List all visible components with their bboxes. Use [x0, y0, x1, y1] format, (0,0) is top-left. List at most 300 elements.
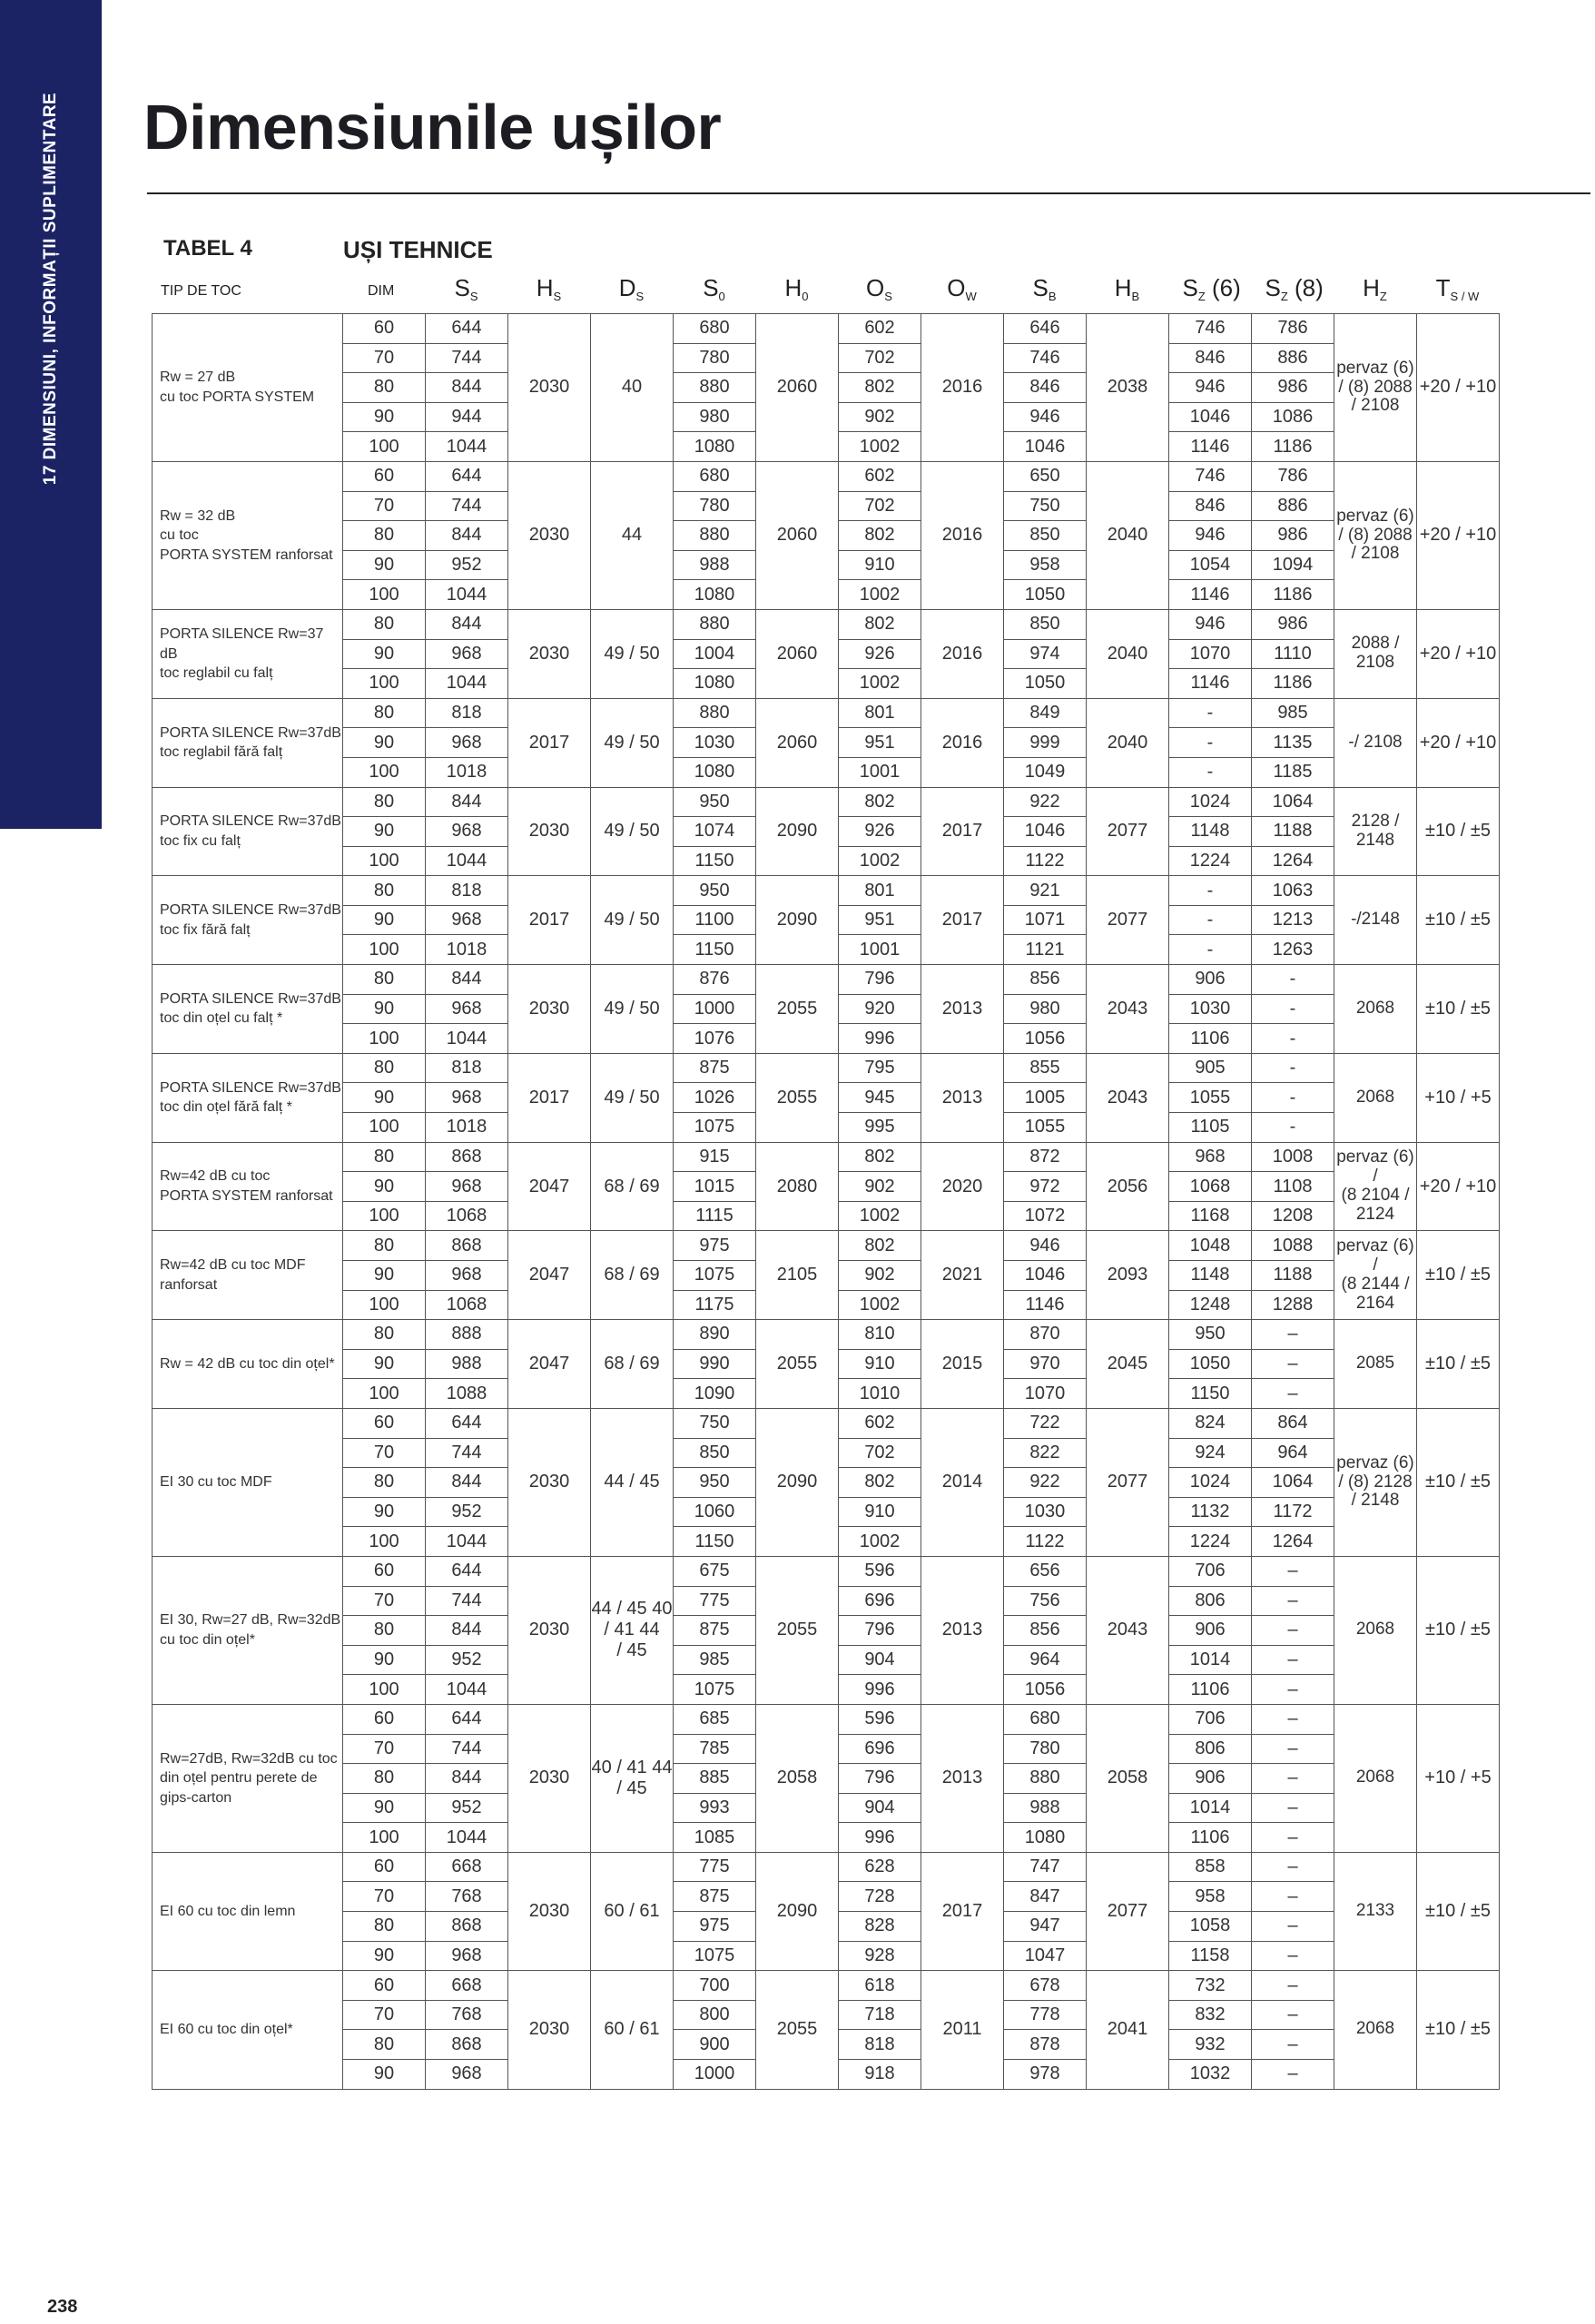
- dim-cell: 60: [343, 461, 426, 491]
- os-cell: 1002: [839, 846, 921, 876]
- ow-cell: 2016: [921, 314, 1004, 462]
- dim-cell: 70: [343, 1438, 426, 1468]
- ow-cell: 2017: [921, 876, 1004, 965]
- sz8-cell: 1108: [1252, 1172, 1334, 1202]
- os-cell: 702: [839, 343, 921, 373]
- s0-cell: 750: [674, 1408, 756, 1438]
- sz6-cell: 958: [1169, 1882, 1252, 1912]
- tsw-cell: ±10 / ±5: [1417, 965, 1500, 1054]
- s0-cell: 875: [674, 1053, 756, 1083]
- ss-cell: 1068: [426, 1290, 508, 1320]
- os-cell: 602: [839, 314, 921, 344]
- ss-cell: 1044: [426, 432, 508, 462]
- ss-cell: 1068: [426, 1201, 508, 1231]
- ss-cell: 968: [426, 2060, 508, 2090]
- sz8-cell: 886: [1252, 343, 1334, 373]
- ds-cell: 44: [591, 461, 674, 609]
- sz8-cell: -: [1252, 1083, 1334, 1113]
- frame-type-cell: EI 60 cu toc din lemn: [153, 1852, 343, 1970]
- table-row: [153, 1053, 1500, 1083]
- ss-cell: 1018: [426, 1113, 508, 1143]
- tsw-cell: +20 / +10: [1417, 609, 1500, 698]
- sz8-cell: 985: [1252, 698, 1334, 728]
- sb-cell: 1047: [1004, 1941, 1087, 1971]
- os-cell: 628: [839, 1852, 921, 1882]
- ow-cell: 2021: [921, 1231, 1004, 1320]
- sb-cell: 974: [1004, 639, 1087, 669]
- ow-cell: 2020: [921, 1142, 1004, 1231]
- dim-cell: 90: [343, 994, 426, 1024]
- ss-cell: 968: [426, 1261, 508, 1291]
- os-cell: 951: [839, 905, 921, 935]
- s0-cell: 1100: [674, 905, 756, 935]
- s0-cell: 988: [674, 550, 756, 580]
- dim-cell: 100: [343, 1675, 426, 1705]
- h0-cell: 2080: [756, 1142, 839, 1231]
- sb-cell: 1121: [1004, 935, 1087, 965]
- s0-cell: 1075: [674, 1261, 756, 1291]
- ss-cell: 888: [426, 1320, 508, 1350]
- sz8-cell: 964: [1252, 1438, 1334, 1468]
- sz8-cell: -: [1252, 965, 1334, 995]
- sz8-cell: 1064: [1252, 787, 1334, 817]
- sb-cell: 855: [1004, 1053, 1087, 1083]
- os-cell: 1002: [839, 1201, 921, 1231]
- ds-cell: 49 / 50: [591, 609, 674, 698]
- dim-cell: 100: [343, 1527, 426, 1557]
- frame-type-cell: PORTA SILENCE Rw=37dB toc reglabil fără falț: [153, 698, 343, 787]
- sz6-cell: 946: [1169, 373, 1252, 403]
- s0-cell: 975: [674, 1231, 756, 1261]
- ow-cell: 2013: [921, 965, 1004, 1054]
- os-cell: 926: [839, 817, 921, 847]
- sz6-cell: 1148: [1169, 1261, 1252, 1291]
- os-cell: 802: [839, 787, 921, 817]
- ow-cell: 2017: [921, 1852, 1004, 1970]
- dim-cell: 80: [343, 1320, 426, 1350]
- sb-cell: 678: [1004, 1971, 1087, 2001]
- sz6-cell: 732: [1169, 1971, 1252, 2001]
- sb-cell: 921: [1004, 876, 1087, 906]
- tsw-cell: +20 / +10: [1417, 698, 1500, 787]
- frame-type-cell: PORTA SILENCE Rw=37dB toc fix fără falț: [153, 876, 343, 965]
- s0-cell: 700: [674, 1971, 756, 2001]
- ow-cell: 2014: [921, 1408, 1004, 1556]
- frame-type-cell: PORTA SILENCE Rw=37dB toc fix cu falț: [153, 787, 343, 876]
- os-cell: 996: [839, 1823, 921, 1853]
- os-cell: 902: [839, 1172, 921, 1202]
- sb-cell: 946: [1004, 1231, 1087, 1261]
- sz8-cell: –: [1252, 1379, 1334, 1409]
- os-cell: 996: [839, 1675, 921, 1705]
- os-cell: 996: [839, 1024, 921, 1054]
- ss-cell: 1044: [426, 1675, 508, 1705]
- hb-cell: 2077: [1087, 1408, 1169, 1556]
- ow-cell: 2015: [921, 1320, 1004, 1409]
- sz6-cell: 1148: [1169, 817, 1252, 847]
- sz6-cell: 846: [1169, 343, 1252, 373]
- dim-cell: 80: [343, 1468, 426, 1498]
- ss-cell: 968: [426, 905, 508, 935]
- s0-cell: 1175: [674, 1290, 756, 1320]
- dim-cell: 90: [343, 1645, 426, 1675]
- ss-cell: 744: [426, 343, 508, 373]
- sb-cell: 972: [1004, 1172, 1087, 1202]
- sz6-cell: 950: [1169, 1320, 1252, 1350]
- sz6-cell: -: [1169, 876, 1252, 906]
- sb-cell: 1056: [1004, 1024, 1087, 1054]
- sb-cell: 922: [1004, 1468, 1087, 1498]
- sb-cell: 750: [1004, 491, 1087, 521]
- sz8-cell: 886: [1252, 491, 1334, 521]
- dim-cell: 70: [343, 2000, 426, 2030]
- h0-cell: 2055: [756, 1971, 839, 2089]
- ss-cell: 952: [426, 1793, 508, 1823]
- sb-cell: 850: [1004, 521, 1087, 551]
- ds-cell: 68 / 69: [591, 1142, 674, 1231]
- os-cell: 718: [839, 2000, 921, 2030]
- os-cell: 801: [839, 698, 921, 728]
- table-row: [153, 1142, 1500, 1172]
- dim-cell: 90: [343, 1172, 426, 1202]
- sz8-cell: 1064: [1252, 1468, 1334, 1498]
- sz6-cell: 1146: [1169, 669, 1252, 699]
- sb-cell: 856: [1004, 1616, 1087, 1646]
- os-cell: 802: [839, 609, 921, 639]
- os-cell: 910: [839, 1349, 921, 1379]
- dim-cell: 80: [343, 521, 426, 551]
- hz-cell: 2068: [1334, 1704, 1417, 1852]
- os-cell: 802: [839, 521, 921, 551]
- table-number: TABEL 4: [163, 236, 252, 261]
- os-cell: 1001: [839, 935, 921, 965]
- os-cell: 1002: [839, 1527, 921, 1557]
- sz6-cell: 1132: [1169, 1497, 1252, 1527]
- ss-cell: 968: [426, 817, 508, 847]
- ow-cell: 2013: [921, 1053, 1004, 1142]
- ss-cell: 1044: [426, 669, 508, 699]
- sb-cell: 1050: [1004, 580, 1087, 610]
- ds-cell: 44 / 45 40 / 41 44 / 45: [591, 1556, 674, 1704]
- column-header: $S_Z$ (6): [1182, 274, 1241, 303]
- s0-cell: 880: [674, 373, 756, 403]
- dim-cell: 100: [343, 846, 426, 876]
- os-cell: 795: [839, 1053, 921, 1083]
- s0-cell: 985: [674, 1645, 756, 1675]
- sb-cell: 1056: [1004, 1675, 1087, 1705]
- ds-cell: 49 / 50: [591, 965, 674, 1054]
- sz8-cell: –: [1252, 1675, 1334, 1705]
- dim-cell: 90: [343, 1941, 426, 1971]
- s0-cell: 880: [674, 698, 756, 728]
- sz6-cell: 1224: [1169, 846, 1252, 876]
- h0-cell: 2058: [756, 1704, 839, 1852]
- column-header: $T_{S / W}$: [1435, 274, 1480, 303]
- sb-cell: 870: [1004, 1320, 1087, 1350]
- hz-cell: pervaz (6) / (8) 2088 / 2108: [1334, 314, 1417, 462]
- hz-cell: -/ 2108: [1334, 698, 1417, 787]
- sz6-cell: 846: [1169, 491, 1252, 521]
- sz6-cell: 906: [1169, 1616, 1252, 1646]
- sb-cell: 1005: [1004, 1083, 1087, 1113]
- hb-cell: 2056: [1087, 1142, 1169, 1231]
- os-cell: 810: [839, 1320, 921, 1350]
- s0-cell: 675: [674, 1556, 756, 1586]
- hs-cell: 2017: [508, 1053, 591, 1142]
- sz6-cell: 1046: [1169, 402, 1252, 432]
- sb-cell: 650: [1004, 461, 1087, 491]
- sz6-cell: -: [1169, 935, 1252, 965]
- sz6-cell: 968: [1169, 1142, 1252, 1172]
- ss-cell: 744: [426, 1438, 508, 1468]
- sb-cell: 1122: [1004, 1527, 1087, 1557]
- ss-cell: 952: [426, 1645, 508, 1675]
- hz-cell: 2133: [1334, 1852, 1417, 1970]
- frame-type-cell: Rw=42 dB cu toc PORTA SYSTEM ranforsat: [153, 1142, 343, 1231]
- dim-cell: 80: [343, 1231, 426, 1261]
- sz6-cell: 1068: [1169, 1172, 1252, 1202]
- sz6-cell: -: [1169, 905, 1252, 935]
- ds-cell: 49 / 50: [591, 1053, 674, 1142]
- frame-type-cell: PORTA SILENCE Rw=37dB toc din oțel fără falț *: [153, 1053, 343, 1142]
- tsw-cell: ±10 / ±5: [1417, 1320, 1500, 1409]
- sz8-cell: 1088: [1252, 1231, 1334, 1261]
- sz6-cell: 1106: [1169, 1675, 1252, 1705]
- s0-cell: 850: [674, 1438, 756, 1468]
- column-header: $H_Z$: [1363, 274, 1387, 303]
- s0-cell: 900: [674, 2030, 756, 2060]
- h0-cell: 2055: [756, 1053, 839, 1142]
- os-cell: 1001: [839, 757, 921, 787]
- s0-cell: 1000: [674, 2060, 756, 2090]
- sz8-cell: 1186: [1252, 580, 1334, 610]
- ss-cell: 844: [426, 1764, 508, 1794]
- s0-cell: 1075: [674, 1941, 756, 1971]
- s0-cell: 1075: [674, 1113, 756, 1143]
- h0-cell: 2090: [756, 1408, 839, 1556]
- ss-cell: 868: [426, 1231, 508, 1261]
- dim-cell: 90: [343, 728, 426, 758]
- s0-cell: 980: [674, 402, 756, 432]
- dim-cell: 80: [343, 787, 426, 817]
- hs-cell: 2030: [508, 965, 591, 1054]
- frame-type-cell: EI 30 cu toc MDF: [153, 1408, 343, 1556]
- sz8-cell: 1185: [1252, 757, 1334, 787]
- dim-cell: 80: [343, 1764, 426, 1794]
- dim-cell: 90: [343, 1261, 426, 1291]
- s0-cell: 1015: [674, 1172, 756, 1202]
- tsw-cell: ±10 / ±5: [1417, 787, 1500, 876]
- dim-cell: 60: [343, 314, 426, 344]
- table-row: [153, 1231, 1500, 1261]
- h0-cell: 2060: [756, 314, 839, 462]
- os-cell: 910: [839, 1497, 921, 1527]
- sz8-cell: –: [1252, 1734, 1334, 1764]
- sb-cell: 878: [1004, 2030, 1087, 2060]
- sb-cell: 849: [1004, 698, 1087, 728]
- column-header: $O_S$: [866, 274, 892, 303]
- sz8-cell: 1188: [1252, 817, 1334, 847]
- sz6-cell: 706: [1169, 1704, 1252, 1734]
- sz8-cell: 1264: [1252, 846, 1334, 876]
- hs-cell: 2030: [508, 1971, 591, 2089]
- sz8-cell: 1186: [1252, 432, 1334, 462]
- ss-cell: 1044: [426, 1527, 508, 1557]
- os-cell: 902: [839, 1261, 921, 1291]
- dim-cell: 80: [343, 1053, 426, 1083]
- sz6-cell: -: [1169, 698, 1252, 728]
- ss-cell: 968: [426, 1172, 508, 1202]
- hs-cell: 2030: [508, 787, 591, 876]
- ss-cell: 768: [426, 1882, 508, 1912]
- s0-cell: 1030: [674, 728, 756, 758]
- sb-cell: 964: [1004, 1645, 1087, 1675]
- dim-cell: 100: [343, 757, 426, 787]
- ow-cell: 2011: [921, 1971, 1004, 2089]
- s0-cell: 1090: [674, 1379, 756, 1409]
- ss-cell: 868: [426, 1142, 508, 1172]
- hs-cell: 2030: [508, 1408, 591, 1556]
- sz6-cell: 1014: [1169, 1645, 1252, 1675]
- ss-cell: 844: [426, 373, 508, 403]
- sz6-cell: 746: [1169, 461, 1252, 491]
- os-cell: 1002: [839, 669, 921, 699]
- sb-cell: 978: [1004, 2060, 1087, 2090]
- dim-cell: 90: [343, 817, 426, 847]
- sb-cell: 1046: [1004, 1261, 1087, 1291]
- sb-cell: 856: [1004, 965, 1087, 995]
- ow-cell: 2013: [921, 1556, 1004, 1704]
- hb-cell: 2077: [1087, 876, 1169, 965]
- sz8-cell: –: [1252, 1852, 1334, 1882]
- table-row: [153, 609, 1500, 639]
- sb-cell: 958: [1004, 550, 1087, 580]
- hs-cell: 2030: [508, 1852, 591, 1970]
- dim-cell: 80: [343, 1912, 426, 1942]
- frame-type-cell: Rw=27dB, Rw=32dB cu toc din oțel pentru perete de gips-carton: [153, 1704, 343, 1852]
- sz8-cell: –: [1252, 1764, 1334, 1794]
- os-cell: 796: [839, 965, 921, 995]
- sb-cell: 1072: [1004, 1201, 1087, 1231]
- dim-cell: 70: [343, 1586, 426, 1616]
- sz6-cell: 1048: [1169, 1231, 1252, 1261]
- sb-cell: 1055: [1004, 1113, 1087, 1143]
- dim-cell: 90: [343, 402, 426, 432]
- ss-cell: 644: [426, 1704, 508, 1734]
- h0-cell: 2060: [756, 698, 839, 787]
- table-row: [153, 965, 1500, 995]
- hb-cell: 2093: [1087, 1231, 1169, 1320]
- os-cell: 995: [839, 1113, 921, 1143]
- os-cell: 728: [839, 1882, 921, 1912]
- sz6-cell: 906: [1169, 1764, 1252, 1794]
- sz6-cell: 1030: [1169, 994, 1252, 1024]
- sb-cell: 778: [1004, 2000, 1087, 2030]
- sz8-cell: –: [1252, 1793, 1334, 1823]
- ss-cell: 744: [426, 1586, 508, 1616]
- frame-type-cell: Rw = 27 dB cu toc PORTA SYSTEM: [153, 314, 343, 462]
- sz6-cell: 1150: [1169, 1379, 1252, 1409]
- ds-cell: 49 / 50: [591, 698, 674, 787]
- sz8-cell: -: [1252, 1113, 1334, 1143]
- sz6-cell: 832: [1169, 2000, 1252, 2030]
- ss-cell: 744: [426, 1734, 508, 1764]
- dim-cell: 80: [343, 1142, 426, 1172]
- table-row: [153, 314, 1500, 344]
- sz8-cell: 1213: [1252, 905, 1334, 935]
- page-number: 238: [47, 2297, 78, 2317]
- sz8-cell: 1264: [1252, 1527, 1334, 1557]
- dim-cell: 60: [343, 1971, 426, 2001]
- os-cell: 1002: [839, 432, 921, 462]
- hz-cell: 2068: [1334, 1556, 1417, 1704]
- dim-cell: 80: [343, 698, 426, 728]
- s0-cell: 950: [674, 876, 756, 906]
- ss-cell: 668: [426, 1971, 508, 2001]
- sz6-cell: 1055: [1169, 1083, 1252, 1113]
- ss-cell: 844: [426, 787, 508, 817]
- dim-cell: 70: [343, 1882, 426, 1912]
- sz6-cell: 1058: [1169, 1912, 1252, 1942]
- s0-cell: 1074: [674, 817, 756, 847]
- sz8-cell: –: [1252, 1556, 1334, 1586]
- dim-cell: 80: [343, 609, 426, 639]
- ss-cell: 818: [426, 698, 508, 728]
- dim-cell: 60: [343, 1852, 426, 1882]
- tsw-cell: ±10 / ±5: [1417, 1231, 1500, 1320]
- os-cell: 802: [839, 1142, 921, 1172]
- column-header-frame-type: TIP DE TOC: [161, 283, 241, 299]
- dim-cell: 100: [343, 1201, 426, 1231]
- dim-cell: 70: [343, 491, 426, 521]
- sz8-cell: –: [1252, 1823, 1334, 1853]
- ss-cell: 968: [426, 1083, 508, 1113]
- sz8-cell: 864: [1252, 1408, 1334, 1438]
- sb-cell: 722: [1004, 1408, 1087, 1438]
- sb-cell: 970: [1004, 1349, 1087, 1379]
- sz6-cell: -: [1169, 757, 1252, 787]
- tsw-cell: +20 / +10: [1417, 314, 1500, 462]
- ss-cell: 644: [426, 314, 508, 344]
- hz-cell: 2088 / 2108: [1334, 609, 1417, 698]
- ss-cell: 844: [426, 1616, 508, 1646]
- sb-cell: 1050: [1004, 669, 1087, 699]
- dim-cell: 90: [343, 1083, 426, 1113]
- s0-cell: 993: [674, 1793, 756, 1823]
- os-cell: 796: [839, 1764, 921, 1794]
- ss-cell: 1018: [426, 935, 508, 965]
- column-header: $S_S$: [454, 274, 478, 303]
- sz6-cell: 1032: [1169, 2060, 1252, 2090]
- ds-cell: 40 / 41 44 / 45: [591, 1704, 674, 1852]
- dim-cell: 80: [343, 965, 426, 995]
- ss-cell: 988: [426, 1349, 508, 1379]
- frame-type-cell: PORTA SILENCE Rw=37dB toc din oțel cu falț *: [153, 965, 343, 1054]
- sz8-cell: –: [1252, 1971, 1334, 2001]
- sz8-cell: 1172: [1252, 1497, 1334, 1527]
- sz8-cell: –: [1252, 1704, 1334, 1734]
- os-cell: 796: [839, 1616, 921, 1646]
- dim-cell: 90: [343, 1349, 426, 1379]
- os-cell: 928: [839, 1941, 921, 1971]
- os-cell: 696: [839, 1586, 921, 1616]
- dim-cell: 80: [343, 1616, 426, 1646]
- sz8-cell: –: [1252, 1882, 1334, 1912]
- sz6-cell: 1106: [1169, 1823, 1252, 1853]
- sz8-cell: 1086: [1252, 402, 1334, 432]
- s0-cell: 800: [674, 2000, 756, 2030]
- sz8-cell: 1135: [1252, 728, 1334, 758]
